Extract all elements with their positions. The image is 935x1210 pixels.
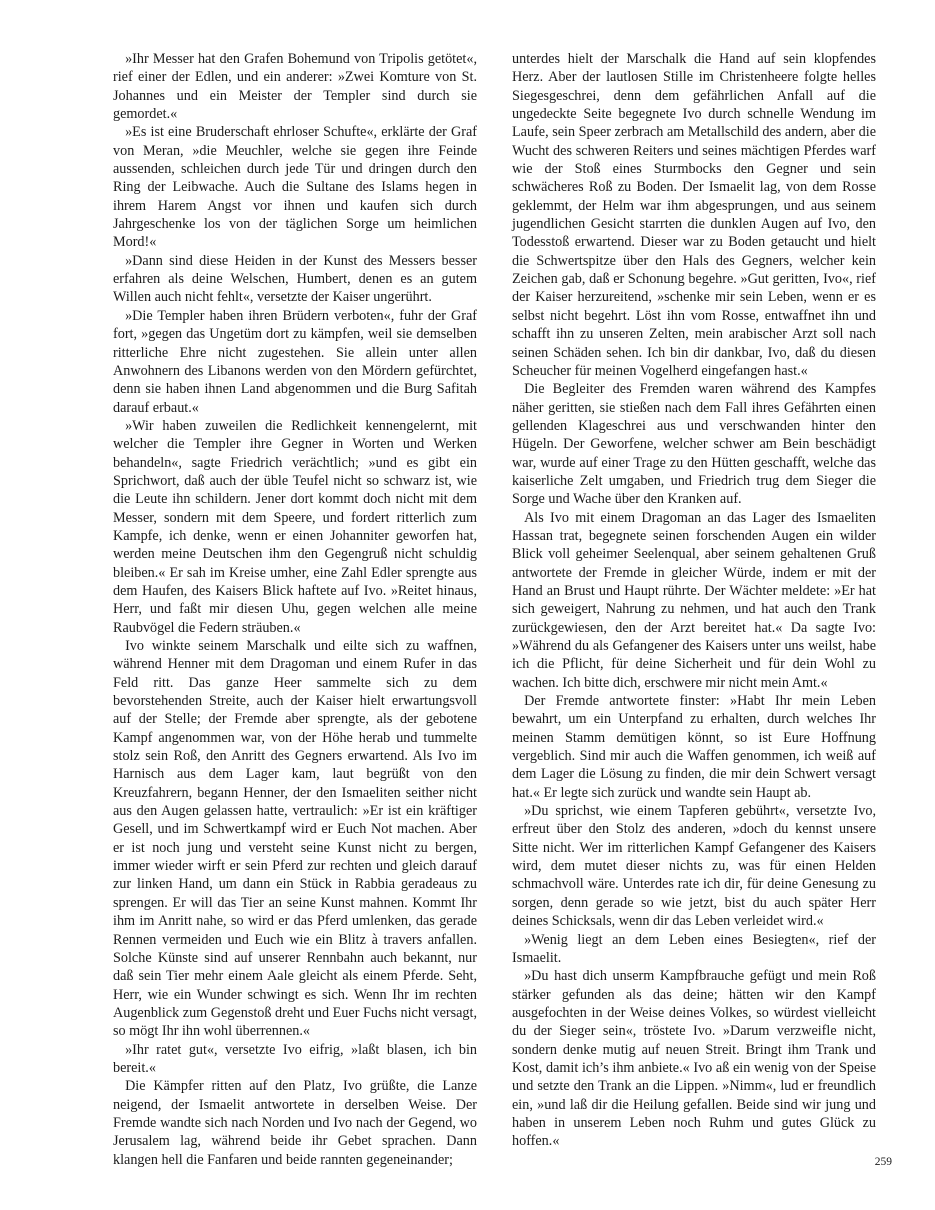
paragraph: Die Kämpfer ritten auf den Platz, Ivo grüßte, die Lanze neigend, der Ismaelit antwortete in derselben Weise. Der Fremde wandte sich nach Norden und Ivo nach der Gegend, wo Jerusalem lag, während beide ihr Gebet sprachen. Dann klangen hell die Fanfaren und beide rannten gegeneinander;: [113, 1078, 477, 1168]
left-column: [113, 50, 477, 1169]
paragraph: »Es ist eine Bruderschaft ehrloser Schufte«, erklärte der Graf von Meran, »die Meuchler, welche sie gegen ihre Feinde aussenden, schleichen durch jede Tür und dringen durch den Ring der Leibwache. Auch die Sultane des Islams hegen in ihrem Harem Angst vor ihnen und kaufen sich durch Jahrgeschenke los von der täglichen Sorge um heimlichen Mord!«: [113, 124, 477, 251]
paragraph: »Wenig liegt an dem Leben eines Besiegten«, rief der Ismaelit.: [512, 931, 876, 966]
paragraph: »Du sprichst, wie einem Tapferen gebührt«, versetzte Ivo, erfreut über den Stolz des anderen, »doch du kennst unsere Sitte nicht. Wer im ritterlichen Kampf Gefangener des Kaisers wird, dem mutet dieser nichts zu, was für einen Helden schmachvoll wäre. Unterdes rate ich dir, für deine Genesung zu sorgen, denn gerade so wie jetzt, bist du auch später Herr deines Schicksals, wenn dir das Leben verleidet wird.«: [512, 803, 876, 930]
paragraph: Der Fremde antwortete finster: »Habt Ihr mein Leben bewahrt, um ein Unterpfand zu erhalten, durch welches Ihr meinen Stamm demütigen könnt, so ist Eure Hoffnung vergeblich. Sind mir auch die Waffen genommen, ich weiß auf dem Lager die Lösung zu finden, die mir dein Schwert versagt hat.« Er legte sich zurück und wandte sein Haupt ab.: [512, 693, 876, 801]
paragraph: Ivo winkte seinem Marschalk und eilte sich zu waffnen, während Henner mit dem Dragoman und einem Rufer in das Feld ritt. Das ganze Heer sammelte sich zu dem bevorstehenden Streite, auch der Kaiser hielt erwartungsvoll auf der Stelle; der Fremde aber sprengte, als der gebotene Kampf angenommen war, von der Höhe herab und tummelte stolz sein Roß, den Anritt des Gegners erwartend. Als Ivo im Harnisch aus dem Lager kam, laut begrüßt von den Kreuzfahrern, begann Henner, der den Ismaeliten seither nicht aus den Augen gelassen hatte, vertraulich: »Er ist ein kräftiger Gesell, und im Schwertkampf wird er Euch Not machen. Aber er ist noch jung und versteht seine Kunst nicht zu bergen, immer wieder wirft er sein Pferd zur rechten und gleich darauf zur linken Hand, um dann ein Stück in Rabbia geradeaus zu sprengen. Er will das Tier an seine Kunst mahnen. Kommt Ihr ihm im Anritt nahe, so wird er das Pferd umlenken, das gerade Rennen vermeiden und Euch wie ein Blitz à travers anfallen. Solche Künste sind auf unserer Rennbahn auch bekannt, nur daß sein Tier mehr einem Aale gleicht als einem Pferde. Seht, Herr, wie ein Wunder schwingt es sich. Wenn Ihr im rechten Augenblick zum Gegenstoß dreht und Euer Fuchs nicht versagt, so mögt Ihr ihn wohl überrennen.«: [113, 638, 477, 1040]
paragraph: »Die Templer haben ihren Brüdern verboten«, fuhr der Graf fort, »gegen das Ungetüm dort zu kämpfen, weil sie demselben ritterliche Ehre nicht zugestehen. Sie allein unter allen Anwohnern des Libanons werden von den Mördern gefürchtet, denn sie haben ihnen Land abgenommen und die Burg Safitah darauf erbaut.«: [113, 307, 477, 416]
paragraph: »Ihr Messer hat den Grafen Bohemund von Tripolis getötet«, rief einer der Edlen, und ein anderer: »Zwei Komture von St. Johannes und ein Meister der Templer sind durch sie gemordet.«: [113, 51, 477, 123]
page-number: 259: [874, 1156, 892, 1168]
paragraph: »Wir haben zuweilen die Redlichkeit kennengelernt, mit welcher die Templer ihre Gegner in Worten und Werken behandeln«, sagte Friedrich verächtlich; »und es gibt ein Sprichwort, daß auch der üble Teufel nicht so schwarz ist, wie die Leute ihn schildern. Jener dort kommt doch nicht mit dem Messer, sondern mit dem Speere, und fordert ritterlich zum Kampfe, ich denke, wenn er einen Johanniter geworfen hat, werden meine Deutschen ihm den Gegengruß nicht schuldig bleiben.« Er sah im Kreise umher, eine Zahl Edler sprengte aus dem Haufen, des Kaisers Blick haftete auf Ivo. »Reitet hinaus, Herr, und faßt mir diesen Uhu, gegen welchen alle meine Raubvögel die Federn sträuben.«: [113, 417, 477, 636]
paragraph: »Ihr ratet gut«, versetzte Ivo eifrig, »laßt blasen, ich bin bereit.«: [113, 1041, 477, 1076]
paragraph: Die Begleiter des Fremden waren während des Kampfes näher geritten, sie stießen nach dem Fall ihres Gefährten einen gellenden Klageschrei aus und verschwanden hinter den Hügeln. Der Geworfene, welcher schwer am Bein beschädigt war, wurde auf einer Trage zu den Hütten geschafft, welche das kaiserliche Zelt umgaben, und Friedrich trug dem Sieger die Sorge und Wache über den Kranken auf.: [512, 381, 876, 508]
paragraph-continuation: unterdes hielt der Marschalk die Hand auf sein klopfendes Herz. Aber der lautlosen Stille im Christenheere folgte helles Siegesgeschrei, denn dem gefährlichen Anfall auf die ungedeckte Seite begegnete Ivo durch schnelle Wendung im Laufe, sein Speer zerbrach am Metallschild des andern, aber die Wucht des schweren Reiters und seines mächtigen Pferdes warf wie der Stoß eines Sturmbocks den Gegner und sein schwächeres Roß zu Boden. Der Ismaelit lag, von dem Rosse geklemmt, der Helm war ihm abgesprungen, und aus seinem jugendlichen Gesicht starrten die dunklen Augen auf Ivo, den Todesstoß erwartend. Dieser war zu Boden getaucht und hielt die Schwertspitze über den Hals des Gegners, welcher kein Zeichen gab, daß er Schonung begehre. »Gut geritten, Ivo«, rief der Kaiser herzureitend, »schenke mir sein Leben, wenn er es selbst nicht begehrt. Löst ihn vom Rosse, entwaffnet ihn und schafft ihn zu unseren Zelten, mein arabischer Arzt soll nach seinen Schäden sehen. Ich bin dir dankbar, Ivo, daß du diesen Scheucher für meinen Vogelherd eingefangen hast.«: [512, 51, 876, 379]
paragraph: »Dann sind diese Heiden in der Kunst des Messers besser erfahren als deine Welschen, Humbert, denen es an gutem Willen auch nicht fehlt«, versetzte der Kaiser ungerührt.: [113, 252, 477, 306]
paragraph: Als Ivo mit einem Dragoman an das Lager des Ismaeliten Hassan trat, begegnete seinen forschenden Augen ein wilder Blick voll geheimer Seelenqual, aber seinem gehaltenen Gruß antwortete der Fremde in gleicher Würde, indem er mit der Hand an Brust und Haupt rührte. Der Wächter meldete: »Er hat sich geweigert, Nahrung zu nehmen, und hat auch den Trank zurückgewiesen, den der Arzt bereitet hat.« Da sagte Ivo: »Während du als Gefangener des Kaisers unter uns weilst, habe ich die Pflicht, für deine Sicherheit und für dein Wohl zu wachen. Ich bitte dich, erschwere mir nicht mein Amt.«: [512, 509, 876, 691]
paragraph: »Du hast dich unserm Kampfbrauche gefügt und mein Roß stärker gefunden als das deine; hätten wir den Kampf ausgefochten in der Weise deines Volkes, so würdest vielleicht du der Sieger sein«, tröstete Ivo. »Darum verzweifle nicht, sondern denke mutig auf neuen Streit. Bringt ihm Trank und Kost, damit ich’s ihm anbiete.« Ivo aß ein wenig von der Speise und setzte den Trank an die Lippen. »Nimm«, lud er freundlich ein, »und laß dir die Heilung gefallen. Beide sind wir jung und haben in unserem Leben noch Ruhm und gutes Glück zu hoffen.«: [512, 968, 876, 1150]
right-column: [512, 50, 876, 1151]
